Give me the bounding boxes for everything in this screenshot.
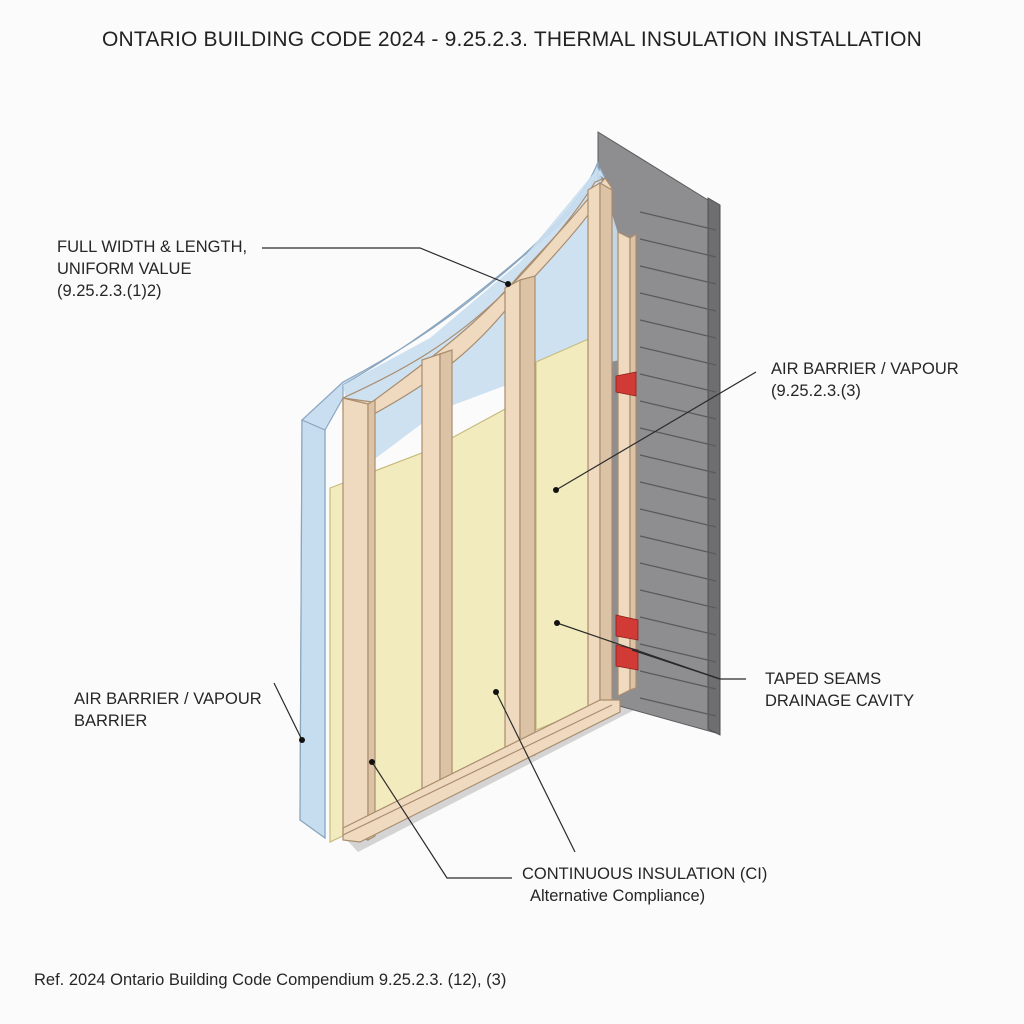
stud-3: [505, 280, 520, 766]
label-line: (9.25.2.3.(1)2): [57, 282, 162, 300]
diagram-title: ONTARIO BUILDING CODE 2024 - 9.25.2.3. THERMAL INSULATION INSTALLATION: [102, 28, 922, 51]
label-line: AIR BARRIER / VAPOUR: [74, 690, 262, 708]
reference-footer: Ref. 2024 Ontario Building Code Compendium 9.25.2.3. (12), (3): [34, 971, 507, 989]
air-barrier-left-strip: [300, 420, 325, 838]
label-line: FULL WIDTH & LENGTH,: [57, 238, 248, 256]
label-taped-seams: [765, 668, 914, 712]
label-full-width-uniform-value: [57, 236, 247, 302]
label-line: DRAINAGE CAVITY: [765, 692, 915, 710]
stud-left: [343, 398, 368, 840]
leader-full-width: [262, 248, 508, 284]
label-line: (9.25.2.3.(3): [771, 382, 861, 400]
label-air-barrier-left: [74, 688, 262, 732]
tape-upper: [616, 372, 636, 396]
stud-2: [422, 354, 440, 808]
label-line: AIR BARRIER / VAPOUR: [771, 360, 959, 378]
label-line: UNIFORM VALUE: [57, 260, 192, 278]
leader-air-left: [274, 683, 302, 740]
siding-edge: [708, 198, 720, 735]
label-continuous-insulation: [522, 863, 767, 907]
stud-right: [588, 183, 600, 712]
label-line: CONTINUOUS INSULATION (CI): [522, 865, 768, 883]
label-air-barrier-right: [771, 358, 959, 402]
exterior-siding: [598, 132, 720, 735]
label-line: Alternative Compliance): [530, 887, 706, 905]
label-line: TAPED SEAMS: [765, 670, 882, 688]
label-line: BARRIER: [74, 712, 148, 730]
